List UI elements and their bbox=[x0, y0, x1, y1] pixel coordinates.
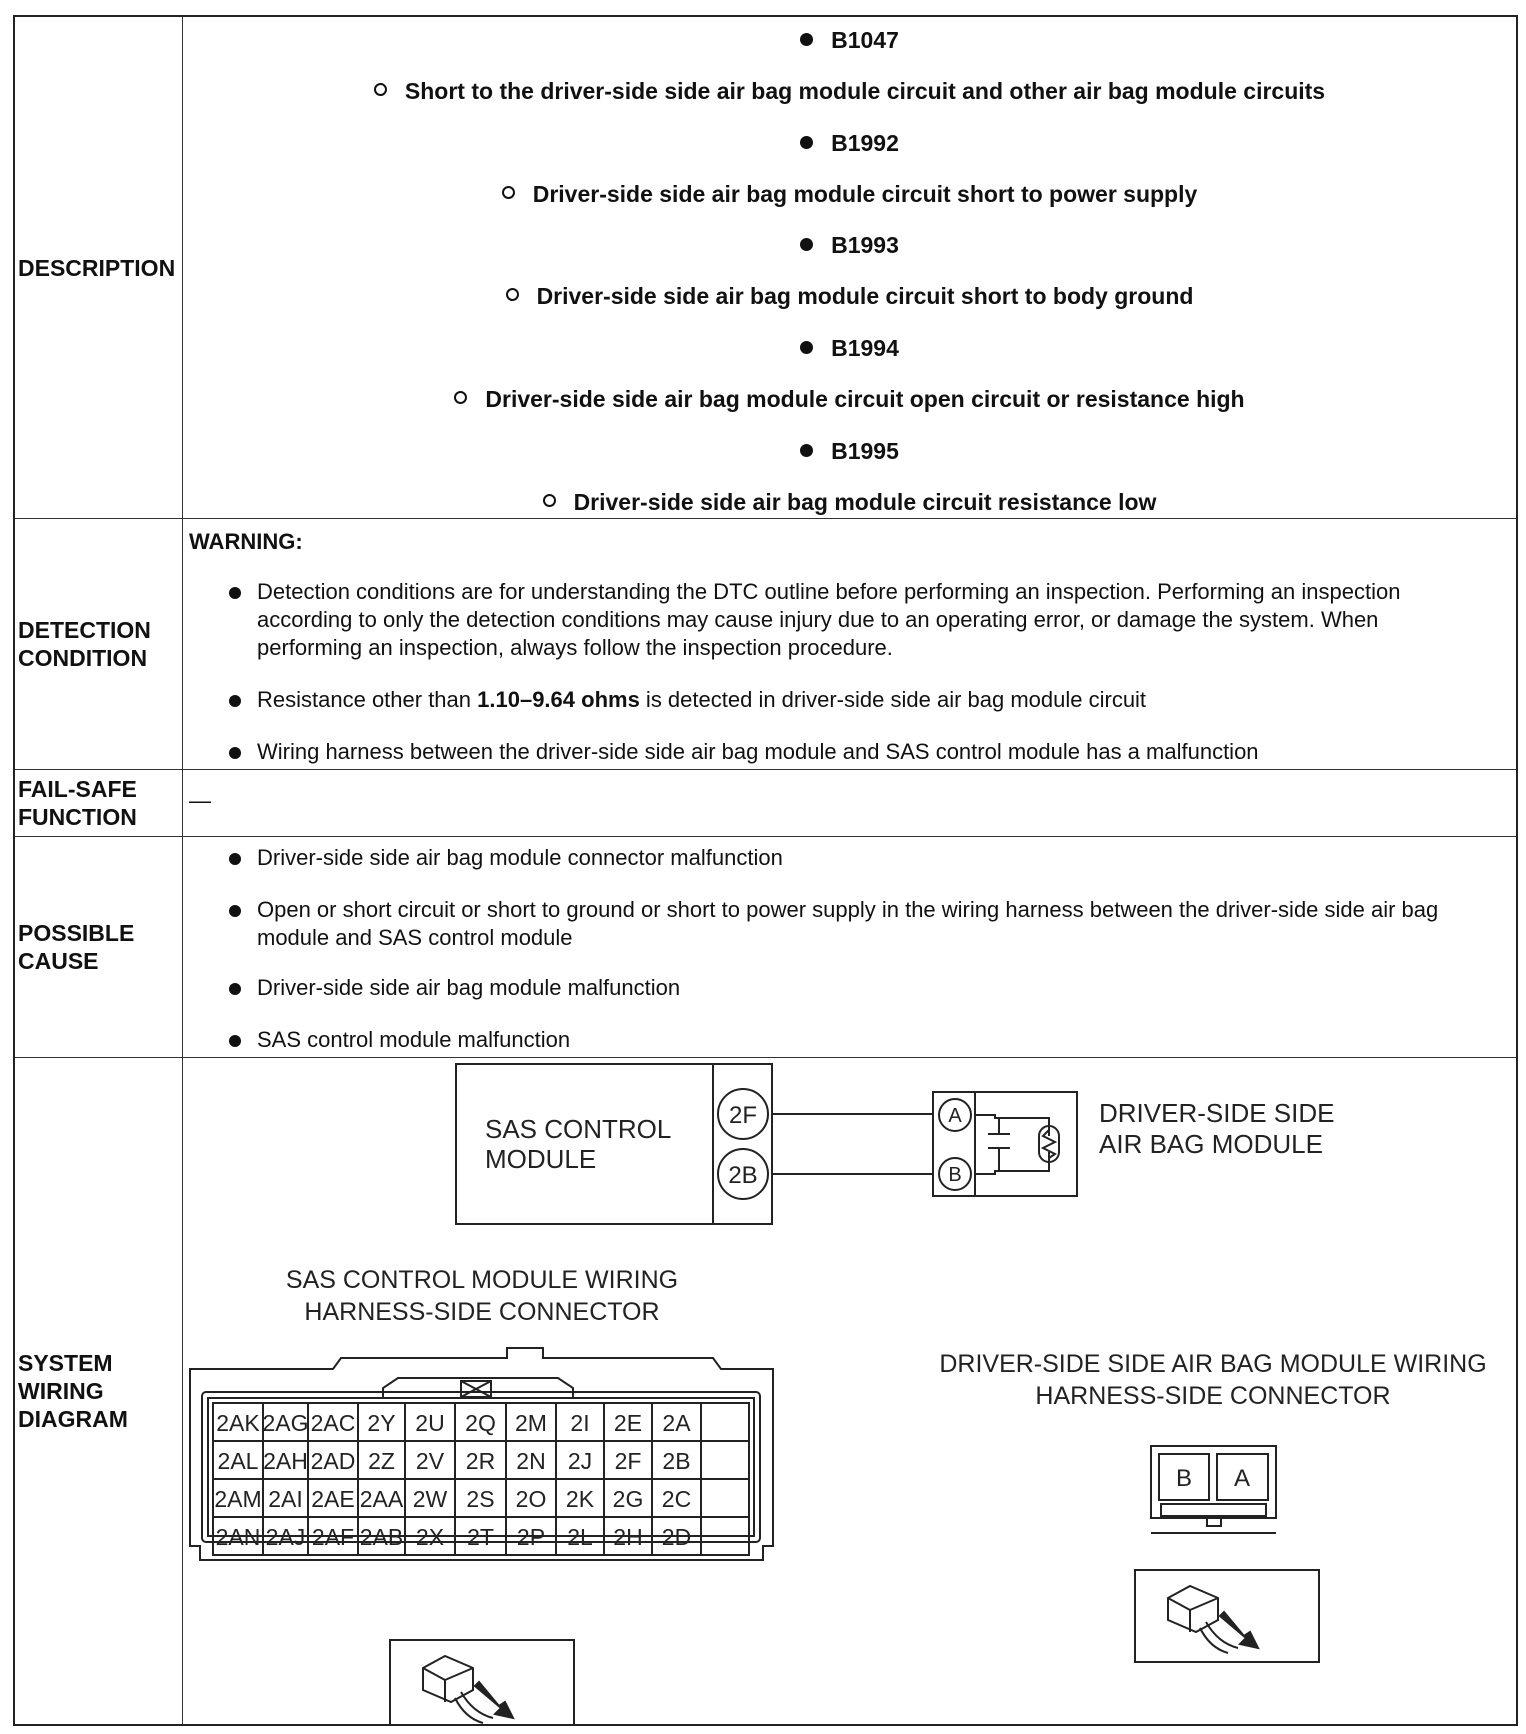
bullet-icon bbox=[800, 136, 813, 149]
sas-module-label-1: SAS CONTROL bbox=[485, 1114, 672, 1144]
detection-content bbox=[183, 519, 1516, 769]
bullet-icon bbox=[800, 444, 813, 457]
sas-connector-title-1: SAS CONTROL MODULE WIRING bbox=[285, 1266, 679, 1294]
airbag-connector-title-1: DRIVER-SIDE SIDE AIR BAG MODULE WIRING bbox=[939, 1350, 1487, 1378]
pin-a-label: A bbox=[948, 1105, 962, 1127]
dtc-text: Driver-side side air bag module circuit resistance low bbox=[183, 489, 1516, 516]
bullet-icon bbox=[229, 587, 241, 599]
dtc-text: Driver-side side air bag module circuit open circuit or resistance high bbox=[183, 386, 1516, 413]
connector-pin-2ah: 2AH bbox=[263, 1448, 308, 1474]
connector-pin-2p: 2P bbox=[516, 1524, 546, 1550]
possible-cause-row bbox=[15, 837, 1516, 1058]
connector-pin-2n: 2N bbox=[516, 1448, 546, 1474]
connector-pin-2a: 2A bbox=[662, 1410, 691, 1436]
connector-pin-2z: 2Z bbox=[368, 1448, 395, 1474]
sas-module-label-2: MODULE bbox=[485, 1144, 597, 1174]
wiring-label: SYSTEM WIRING DIAGRAM bbox=[15, 1058, 183, 1724]
dtc-code: B1995 bbox=[183, 438, 1516, 465]
circle-bullet-icon bbox=[374, 83, 387, 96]
detection-label: DETECTION CONDITION bbox=[15, 519, 183, 769]
pin-b-label: B bbox=[948, 1164, 962, 1186]
connector-pin-2ag: 2AG bbox=[262, 1410, 309, 1436]
connector-pin-2y: 2Y bbox=[367, 1410, 396, 1436]
dtc-code: B1994 bbox=[183, 335, 1516, 362]
connector-pin-2f: 2F bbox=[614, 1448, 642, 1474]
list-item: Driver-side side air bag module connector malfunction bbox=[229, 844, 1476, 872]
connector-pin-2h: 2H bbox=[613, 1524, 643, 1550]
connector-pin-2ae: 2AE bbox=[311, 1486, 355, 1512]
airbag-connector-title-2: HARNESS-SIDE CONNECTOR bbox=[1035, 1382, 1391, 1410]
list-item: SAS control module malfunction bbox=[229, 1026, 1476, 1054]
dtc-code: B1047 bbox=[183, 27, 1516, 54]
connector-pin-2m: 2M bbox=[515, 1410, 547, 1436]
connector-pin-2i: 2I bbox=[570, 1410, 590, 1436]
detection-row bbox=[15, 519, 1516, 770]
dtc-text: Driver-side side air bag module circuit short to body ground bbox=[183, 283, 1516, 310]
connector-pin-2l: 2L bbox=[567, 1524, 593, 1550]
connector-pin-2w: 2W bbox=[412, 1486, 448, 1512]
connector-pin-2x: 2X bbox=[415, 1524, 445, 1550]
wiring-diagram bbox=[183, 1058, 1516, 1724]
sas-connector-title-2: HARNESS-SIDE CONNECTOR bbox=[304, 1298, 660, 1326]
wiring-row bbox=[15, 1058, 1516, 1724]
connector-pin-2ak: 2AK bbox=[216, 1410, 260, 1436]
connector-pin-2ai: 2AI bbox=[268, 1486, 303, 1512]
bullet-icon bbox=[229, 983, 241, 995]
bullet-icon bbox=[800, 341, 813, 354]
sas-connector-view-icon bbox=[390, 1640, 574, 1724]
bullet-icon bbox=[229, 905, 241, 917]
list-item: Wiring harness between the driver-side side air bag module and SAS control module has a malfunction bbox=[229, 738, 1476, 766]
wiring-content bbox=[183, 1058, 1516, 1724]
circle-bullet-icon bbox=[454, 391, 467, 404]
possible-cause-content bbox=[183, 837, 1516, 1057]
pin-2f-label: 2F bbox=[728, 1102, 758, 1129]
list-item: Driver-side side air bag module malfunction bbox=[229, 974, 1476, 1002]
failsafe-label: FAIL-SAFE FUNCTION bbox=[15, 770, 183, 836]
connector-pin-2j: 2J bbox=[567, 1448, 593, 1474]
connector-pin-2an: 2AN bbox=[215, 1524, 261, 1550]
connector-pin-2ac: 2AC bbox=[310, 1410, 356, 1436]
airbag-module-label-1: DRIVER-SIDE SIDE bbox=[1099, 1098, 1335, 1128]
dtc-sheet bbox=[13, 15, 1518, 1726]
connector-pin-2am: 2AM bbox=[214, 1486, 262, 1512]
bullet-icon bbox=[229, 747, 241, 759]
description-row bbox=[15, 17, 1516, 519]
bullet-icon bbox=[800, 238, 813, 251]
connector-pin-2ab: 2AB bbox=[359, 1524, 404, 1550]
bullet-icon bbox=[229, 695, 241, 707]
airbag-pin-a: A bbox=[1233, 1465, 1251, 1492]
connector-pin-2al: 2AL bbox=[217, 1448, 259, 1474]
connector-pin-2o: 2O bbox=[515, 1486, 547, 1512]
dtc-text: Short to the driver-side side air bag module circuit and other air bag module circuits bbox=[183, 78, 1516, 105]
connector-pin-2t: 2T bbox=[467, 1524, 494, 1550]
connector-pin-2b: 2B bbox=[662, 1448, 691, 1474]
bullet-icon bbox=[800, 33, 813, 46]
circle-bullet-icon bbox=[506, 288, 519, 301]
connector-pin-2k: 2K bbox=[565, 1486, 595, 1512]
dtc-code: B1993 bbox=[183, 232, 1516, 259]
connector-pin-2aj: 2AJ bbox=[265, 1524, 306, 1550]
circle-bullet-icon bbox=[502, 186, 515, 199]
pin-2b-label: 2B bbox=[728, 1162, 758, 1189]
list-item: Resistance other than 1.10–9.64 ohms is detected in driver-side side air bag module circuit bbox=[229, 686, 1476, 714]
bullet-icon bbox=[229, 1035, 241, 1047]
list-item: Open or short circuit or short to ground or short to power supply in the wiring harness between the driver-side side air bag module and SAS control module bbox=[229, 896, 1476, 952]
connector-pin-2v: 2V bbox=[415, 1448, 445, 1474]
list-item: Detection conditions are for understanding the DTC outline before performing an inspection. Performing an inspection according to only the detection conditions may cause injury due to an operating error, or damage the system. When performing an inspection, always follow the inspection procedure. bbox=[229, 578, 1476, 662]
airbag-pin-b: B bbox=[1175, 1465, 1193, 1492]
failsafe-content bbox=[183, 770, 1516, 836]
connector-pin-2q: 2Q bbox=[465, 1410, 496, 1436]
dtc-text: Driver-side side air bag module circuit short to power supply bbox=[183, 181, 1516, 208]
connector-pin-2af: 2AF bbox=[311, 1524, 355, 1550]
failsafe-row bbox=[15, 770, 1516, 837]
failsafe-value: — bbox=[189, 788, 211, 813]
connector-pin-2ad: 2AD bbox=[310, 1448, 356, 1474]
connector-pin-2d: 2D bbox=[661, 1524, 692, 1550]
circle-bullet-icon bbox=[543, 494, 556, 507]
connector-pin-2c: 2C bbox=[661, 1486, 692, 1512]
connector-pin-2u: 2U bbox=[415, 1410, 445, 1436]
possible-cause-label: POSSIBLE CAUSE bbox=[15, 837, 183, 1057]
description-content bbox=[183, 17, 1516, 518]
connector-pin-2e: 2E bbox=[613, 1410, 643, 1436]
connector-pin-2aa: 2AA bbox=[359, 1486, 404, 1512]
connector-pin-2g: 2G bbox=[612, 1486, 644, 1512]
airbag-connector-body bbox=[1151, 1446, 1276, 1518]
warning-title: WARNING: bbox=[189, 529, 303, 554]
bullet-icon bbox=[229, 853, 241, 865]
connector-pin-2r: 2R bbox=[465, 1448, 496, 1474]
description-label: DESCRIPTION bbox=[15, 17, 183, 518]
dtc-code: B1992 bbox=[183, 130, 1516, 157]
airbag-module-label-2: AIR BAG MODULE bbox=[1099, 1129, 1323, 1159]
connector-pin-2s: 2S bbox=[466, 1486, 495, 1512]
